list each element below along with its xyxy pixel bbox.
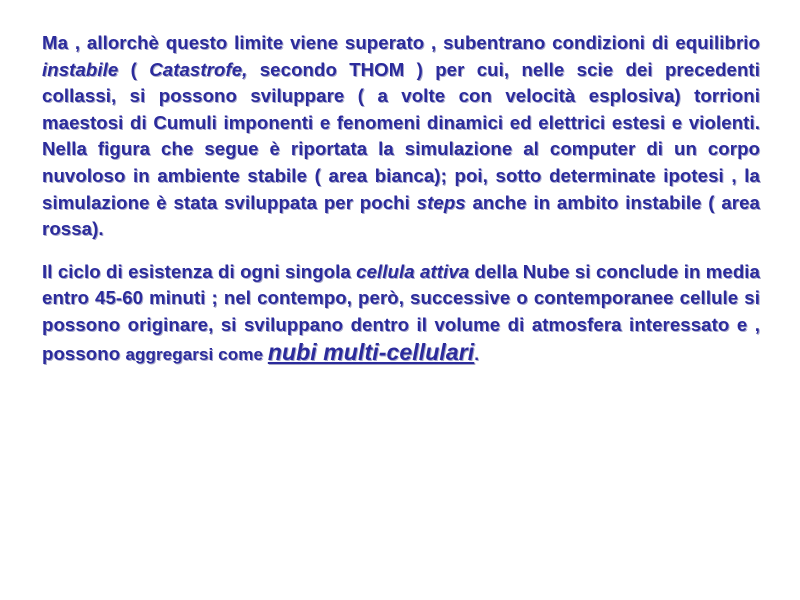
slide-text-body (42, 30, 760, 368)
p2-text-3: aggregarsi come (125, 344, 268, 364)
nubi-multi-cellulari-link[interactable]: nubi multi-cellulari (267, 338, 475, 365)
p1-text-1: Ma , allorchè questo limite viene superato , subentrano condizioni di equilibrio (42, 32, 760, 53)
p2-period: . (474, 344, 480, 364)
p1-text-3: secondo THOM ) per cui, nelle scie dei precedenti collassi, si possono sviluppare ( a volte con velocità esplosiva) torrioni maestosi di Cumuli imponenti e fenomeni dinamici ed elettrici estesi e violenti. Nella figura che segue è riportata la simulazione al computer di un corpo nuvoloso in ambiente stabile ( area bianca); poi, sotto determinate ipotesi , la simulazione è stata sviluppata per pochi (42, 58, 760, 213)
p2-text-1: Il ciclo di esistenza di ogni singola (42, 260, 357, 282)
p1-italic-steps: steps (416, 191, 466, 213)
paragraph-1 (42, 30, 760, 243)
p1-text-4: anche in ambito instabile ( area rossa). (42, 191, 760, 240)
p1-italic-catastrofe: Catastrofe, (149, 58, 248, 80)
p1-text-2: ( (118, 58, 150, 80)
p2-text-2: della Nube si conclude in media entro 45-60 minuti ; nel contempo, però, successive o contemporanee cellule si possono originare, si sviluppano dentro il volume di atmosfera interessato e , possono (42, 260, 760, 364)
paragraph-2 (42, 259, 760, 368)
p1-italic-instabile: instabile (42, 58, 119, 80)
p2-italic-cellula-attiva: cellula attiva (356, 260, 470, 282)
